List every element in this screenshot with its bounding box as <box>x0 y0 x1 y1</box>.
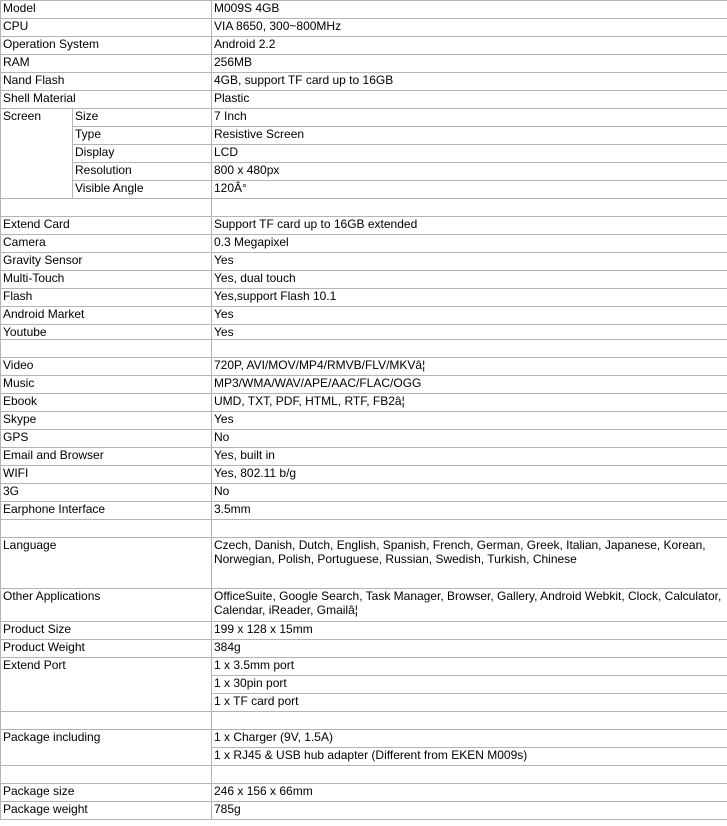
spec-row-screen-display <box>1 145 727 163</box>
spec-row-wifi <box>1 466 727 484</box>
spec-value: 7 Inch <box>212 109 727 127</box>
spec-row-nand <box>1 73 727 91</box>
spec-label: GPS <box>1 430 212 448</box>
spec-label: Screen <box>1 109 73 199</box>
spec-row-os <box>1 37 727 55</box>
spec-value: MP3/WMA/WAV/APE/AAC/FLAC/OGG <box>212 376 727 394</box>
spec-value: 1 x TF card port <box>212 694 727 712</box>
spec-label: Shell Material <box>1 91 212 109</box>
spec-label: Other Applications <box>1 589 212 622</box>
spacer-row <box>1 340 727 358</box>
spec-row-3g <box>1 484 727 502</box>
spec-value: 4GB, support TF card up to 16GB <box>212 73 727 91</box>
spec-label: Product Size <box>1 622 212 640</box>
spec-value: 1 x 3.5mm port <box>212 658 727 676</box>
spec-value: 1 x RJ45 & USB hub adapter (Different from EKEN M009s) <box>212 748 727 766</box>
spec-value: 256MB <box>212 55 727 73</box>
spec-label: Video <box>1 358 212 376</box>
spec-value: Yes,support Flash 10.1 <box>212 289 727 307</box>
spec-label: Skype <box>1 412 212 430</box>
spec-sublabel: Type <box>73 127 212 145</box>
spec-value: VIA 8650, 300~800MHz <box>212 19 727 37</box>
spec-value: No <box>212 484 727 502</box>
spec-label: Nand Flash <box>1 73 212 91</box>
spec-row-screen-size <box>1 109 727 127</box>
spec-row-cpu <box>1 19 727 37</box>
spacer-row <box>1 766 727 784</box>
spec-sublabel: Display <box>73 145 212 163</box>
spec-row-gravity <box>1 253 727 271</box>
spec-value: LCD <box>212 145 727 163</box>
spec-row-package <box>1 730 727 748</box>
spec-label: Package including <box>1 730 212 766</box>
spec-row-model <box>1 1 727 19</box>
spec-row-apps <box>1 589 727 622</box>
spec-row-gps <box>1 430 727 448</box>
spec-label: Earphone Interface <box>1 502 212 520</box>
spec-label: Android Market <box>1 307 212 325</box>
spec-value: 0.3 Megapixel <box>212 235 727 253</box>
spec-value: 3.5mm <box>212 502 727 520</box>
spec-value: Android 2.2 <box>212 37 727 55</box>
spec-label: Camera <box>1 235 212 253</box>
spec-label: RAM <box>1 55 212 73</box>
spec-row-youtube <box>1 325 727 340</box>
spec-value: 120Â° <box>212 181 727 199</box>
spec-row-package-size <box>1 784 727 802</box>
spec-sublabel: Visible Angle <box>73 181 212 199</box>
spec-row-video <box>1 358 727 376</box>
spec-value: Yes <box>212 307 727 325</box>
spec-row-earphone <box>1 502 727 520</box>
spec-row-ram <box>1 55 727 73</box>
spec-row-ebook <box>1 394 727 412</box>
spec-label: WIFI <box>1 466 212 484</box>
spec-value: Yes, dual touch <box>212 271 727 289</box>
spec-label: Multi-Touch <box>1 271 212 289</box>
spec-row-flash <box>1 289 727 307</box>
spec-row-product-size <box>1 622 727 640</box>
spacer-row <box>1 712 727 730</box>
spec-value: 1 x Charger (9V, 1.5A) <box>212 730 727 748</box>
spec-row-extend-port <box>1 658 727 676</box>
spec-value: 720P, AVI/MOV/MP4/RMVB/FLV/MKVâ¦ <box>212 358 727 376</box>
spec-value: Support TF card up to 16GB extended <box>212 217 727 235</box>
spec-value: OfficeSuite, Google Search, Task Manager, Browser, Gallery, Android Webkit, Clock, Calculator, Calendar, iReader, Gmailâ¦ <box>212 589 727 622</box>
spec-label: Product Weight <box>1 640 212 658</box>
spec-label: Language <box>1 538 212 589</box>
spec-value: Resistive Screen <box>212 127 727 145</box>
spec-label: Extend Card <box>1 217 212 235</box>
spacer-row <box>1 199 727 217</box>
spec-label: Extend Port <box>1 658 212 712</box>
spec-value: UMD, TXT, PDF, HTML, RTF, FB2â¦ <box>212 394 727 412</box>
spec-row-camera <box>1 235 727 253</box>
spec-value: M009S 4GB <box>212 1 727 19</box>
spec-value: 384g <box>212 640 727 658</box>
spec-label: Youtube <box>1 325 212 340</box>
spec-row-multitouch <box>1 271 727 289</box>
spec-value: Yes <box>212 325 727 340</box>
spec-value: 199 x 128 x 15mm <box>212 622 727 640</box>
spec-sublabel: Resolution <box>73 163 212 181</box>
spec-row-screen-type <box>1 127 727 145</box>
spec-row-market <box>1 307 727 325</box>
spec-value: 1 x 30pin port <box>212 676 727 694</box>
spec-row-screen-resolution <box>1 163 727 181</box>
spec-sublabel: Size <box>73 109 212 127</box>
spec-row-skype <box>1 412 727 430</box>
spec-value: No <box>212 430 727 448</box>
spec-value: 800 x 480px <box>212 163 727 181</box>
spec-label: Email and Browser <box>1 448 212 466</box>
spec-label: Model <box>1 1 212 19</box>
spacer-row <box>1 520 727 538</box>
spec-value: 785g <box>212 802 727 820</box>
spec-value: Yes <box>212 412 727 430</box>
spec-row-music <box>1 376 727 394</box>
spec-label: CPU <box>1 19 212 37</box>
spec-label: Package size <box>1 784 212 802</box>
spec-label: Gravity Sensor <box>1 253 212 271</box>
spec-value: Yes, built in <box>212 448 727 466</box>
spec-row-extend-card <box>1 217 727 235</box>
spec-value: 246 x 156 x 66mm <box>212 784 727 802</box>
spec-row-shell <box>1 91 727 109</box>
spec-value: Czech, Danish, Dutch, English, Spanish, French, German, Greek, Italian, Japanese, Korean, Norwegian, Polish, Portuguese, Russian, Swedish, Turkish, Chinese <box>212 538 727 589</box>
spec-label: 3G <box>1 484 212 502</box>
spec-row-language <box>1 538 727 589</box>
spec-label: Ebook <box>1 394 212 412</box>
spec-row-package-weight <box>1 802 727 820</box>
spec-label: Package weight <box>1 802 212 820</box>
spec-row-screen-angle <box>1 181 727 199</box>
spec-value: Plastic <box>212 91 727 109</box>
spec-label: Flash <box>1 289 212 307</box>
spec-row-product-weight <box>1 640 727 658</box>
spec-value: Yes <box>212 253 727 271</box>
spec-label: Operation System <box>1 37 212 55</box>
spec-row-email <box>1 448 727 466</box>
spec-label: Music <box>1 376 212 394</box>
spec-value: Yes, 802.11 b/g <box>212 466 727 484</box>
